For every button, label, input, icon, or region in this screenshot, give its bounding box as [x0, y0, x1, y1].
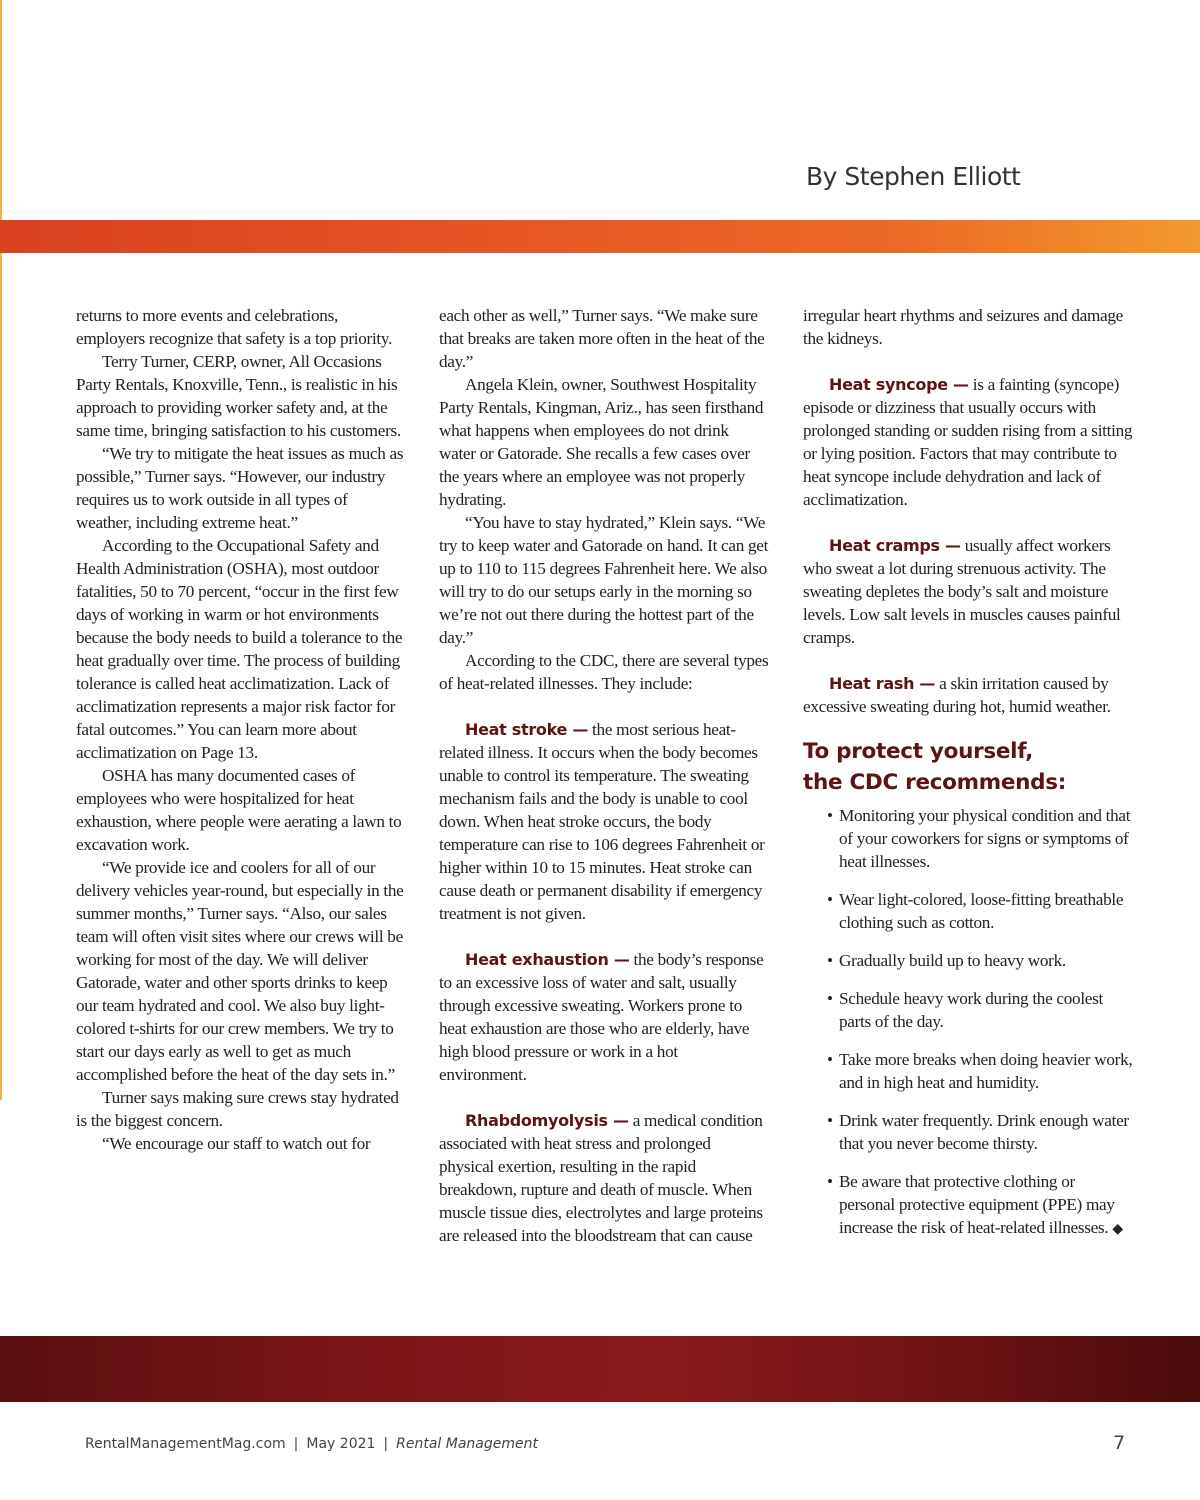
footer-separator: | — [293, 1436, 299, 1452]
bullet-icon: • — [827, 806, 833, 825]
list-item-text: Wear light-colored, loose-fitting breathable clothing such as cotton. — [839, 890, 1124, 932]
illness-term: Heat cramps — — [829, 536, 961, 555]
list-item — [827, 888, 1133, 934]
bullet-icon: • — [827, 1172, 833, 1191]
illness-description: the most serious heat-related illness. It occurs when the body becomes unable to control its temperature. The sweating mechanism fails and the body is unable to cool down. When heat stroke occurs, the body temperature can rise to 106 degrees Fahrenheit or higher within 10 to 15 minutes. Heat stroke can cause death or permanent disability if emergency treatment is not given. — [439, 720, 765, 923]
paragraph: Terry Turner, CERP, owner, All Occasions Party Rentals, Knoxville, Tenn., is realistic in his approach to providing worker safety and, at the same time, bringing satisfaction to his customers. — [76, 352, 401, 440]
illness-entry-rhabdomyolysis — [439, 1109, 769, 1247]
illness-entry-heat-stroke — [439, 718, 769, 925]
illness-description: is a fainting (syncope) episode or dizziness that usually occurs with prolonged standing or sudden rising from a sitting or lying position. Factors that may contribute to heat syncope include dehydration and lack of acclimatization. — [803, 375, 1133, 509]
footer-magazine-name: Rental Management — [396, 1436, 538, 1452]
bullet-icon: • — [827, 890, 833, 909]
article-column-2 — [439, 304, 769, 1247]
list-item-text: Monitoring your physical condition and that of your coworkers for signs or symptoms of heat illnesses. — [839, 806, 1131, 871]
footer-site-link[interactable]: RentalManagementMag.com — [85, 1436, 286, 1452]
paragraph: each other as well,” Turner says. “We make sure that breaks are taken more often in the heat of the day.” — [439, 306, 765, 371]
paragraph: “We provide ice and coolers for all of our delivery vehicles year-round, but especially in the summer months,” Turner says. “Also, our sales team will often visit sites where our crews will be working for most of the day. We will deliver Gatorade, water and other sports drinks to keep our team hydrated and cool. We also buy light-colored t-shirts for our crew members. We try to start our days early as well to get as much accomplished before the heat of the day sets in.” — [76, 858, 404, 1084]
footer-separator: | — [383, 1436, 389, 1452]
list-item-text: Take more breaks when doing heavier work, and in high heat and humidity. — [839, 1050, 1133, 1092]
recommendations-heading-line-2: the CDC recommends: — [803, 770, 1067, 795]
illness-entry-heat-cramps — [803, 534, 1133, 649]
recommendations-heading-line-1: To protect yourself, — [803, 739, 1033, 764]
paragraph: According to the CDC, there are several types of heat-related illnesses. They include: — [439, 651, 769, 693]
page-number: 7 — [1113, 1432, 1126, 1454]
illness-term: Rhabdomyolysis — — [465, 1111, 629, 1130]
paragraph: According to the Occupational Safety and Health Administration (OSHA), most outdoor fatalities, 50 to 70 percent, “occur in the first few days of working in warm or hot environments because the body needs to build a tolerance to the heat gradually over time. The process of building tolerance is called heat acclimatization. Lack of acclimatization represents a major risk factor for fatal outcomes.” You can learn more about acclimatization on Page 13. — [76, 536, 403, 762]
footer-date: May 2021 — [306, 1436, 376, 1452]
paragraph: returns to more events and celebrations, employers recognize that safety is a top priority. — [76, 306, 393, 348]
recommendations-list — [803, 804, 1133, 1241]
list-item — [827, 1048, 1133, 1094]
illness-description: a medical condition associated with heat stress and prolonged physical exertion, resulting in the rapid breakdown, rupture and death of muscle. When muscle tissue dies, electrolytes and large proteins are released into the bloodstream that can cause — [439, 1111, 763, 1245]
illness-term: Heat syncope — — [829, 375, 969, 394]
illness-entry-heat-rash — [803, 672, 1133, 718]
list-item — [827, 949, 1133, 972]
illness-description: usually affect workers who sweat a lot during strenuous activity. The sweating depletes the body’s salt and moisture levels. Low salt levels in muscles causes painful cramps. — [803, 536, 1121, 647]
byline: By Stephen Elliott — [806, 162, 1021, 191]
list-item-text: Schedule heavy work during the coolest parts of the day. — [839, 989, 1104, 1031]
bullet-icon: • — [827, 1050, 833, 1069]
left-edge-rule — [0, 0, 2, 1100]
article-column-1 — [76, 304, 406, 1155]
illness-description: the body’s response to an excessive loss of water and salt, usually through excessive sweating. Workers prone to heat exhaustion are those who are elderly, have high blood pressure or work in a hot environment. — [439, 950, 764, 1084]
paragraph: “We encourage our staff to watch out for — [102, 1134, 371, 1153]
list-item-text: Gradually build up to heavy work. — [839, 951, 1066, 970]
list-item — [827, 1170, 1133, 1241]
illness-term: Heat exhaustion — — [465, 950, 630, 969]
paragraph: OSHA has many documented cases of employees who were hospitalized for heat exhaustion, where people were aerating a lawn to excavation work. — [76, 766, 402, 854]
illness-term: Heat stroke — — [465, 720, 589, 739]
illness-term: Heat rash — — [829, 674, 936, 693]
list-item-text: Drink water frequently. Drink enough water that you never become thirsty. — [839, 1111, 1129, 1153]
list-item — [827, 987, 1133, 1033]
paragraph: “You have to stay hydrated,” Klein says. “We try to keep water and Gatorade on hand. It can get up to 110 to 115 degrees Fahrenheit here. We also will try to do our setups early in the morning so we’re not out there during the hottest part of the day.” — [439, 513, 769, 647]
paragraph: Angela Klein, owner, Southwest Hospitality Party Rentals, Kingman, Ariz., has seen firsthand what happens when employees do not drink water or Gatorade. She recalls a few cases over the years where an employee was not properly hydrating. — [439, 375, 764, 509]
header-orange-band — [0, 220, 1200, 253]
list-item — [827, 804, 1133, 873]
recommendations-heading — [803, 736, 1133, 798]
bullet-icon: • — [827, 1111, 833, 1130]
page-footer — [85, 1436, 538, 1452]
article-column-3 — [803, 304, 1133, 1256]
illness-description: a skin irritation caused by excessive sweating during hot, humid weather. — [803, 674, 1111, 716]
footer-red-band — [0, 1336, 1200, 1402]
end-mark-icon: ◆ — [1112, 1222, 1123, 1237]
bullet-icon: • — [827, 951, 833, 970]
paragraph: irregular heart rhythms and seizures and damage the kidneys. — [803, 306, 1123, 348]
paragraph: “We try to mitigate the heat issues as much as possible,” Turner says. “However, our industry requires us to work outside in all types of weather, including extreme heat.” — [76, 444, 404, 532]
illness-entry-heat-syncope — [803, 373, 1133, 511]
paragraph: Turner says making sure crews stay hydrated is the biggest concern. — [76, 1088, 399, 1130]
bullet-icon: • — [827, 989, 833, 1008]
list-item-text: Be aware that protective clothing or personal protective equipment (PPE) may increase the risk of heat-related illnesses. — [839, 1172, 1115, 1237]
list-item — [827, 1109, 1133, 1155]
illness-entry-heat-exhaustion — [439, 948, 769, 1086]
